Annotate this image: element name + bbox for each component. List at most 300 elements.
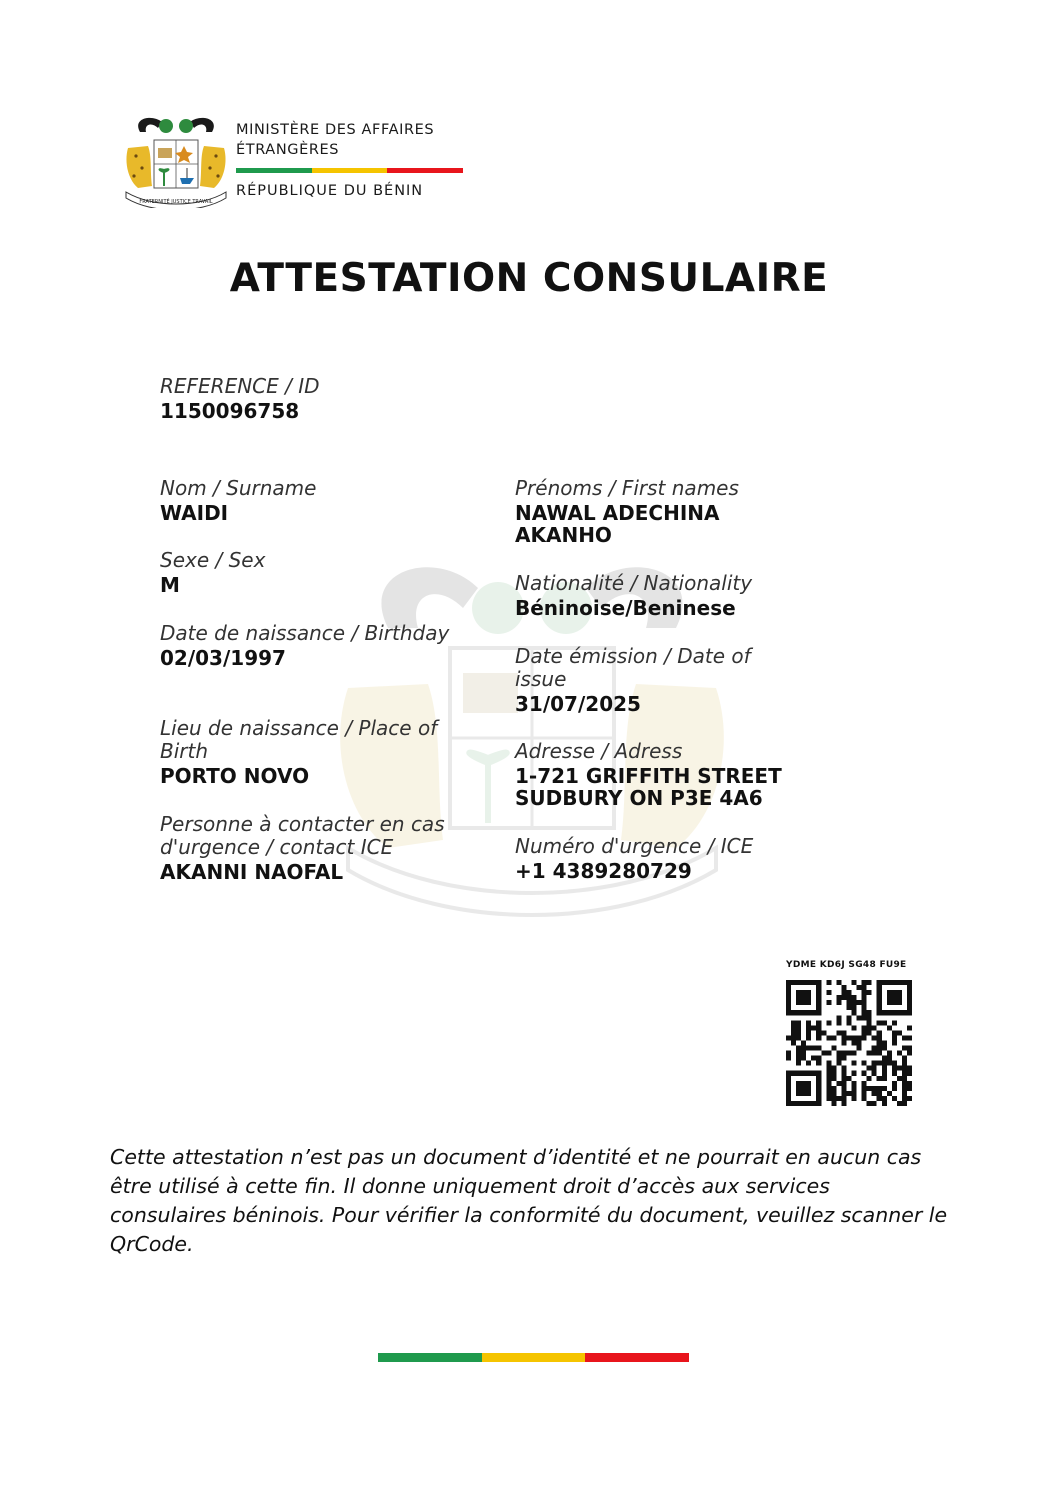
qr-module	[887, 995, 892, 1000]
qr-module	[796, 980, 801, 985]
qr-module	[907, 1005, 912, 1010]
qr-module	[892, 1035, 897, 1040]
qr-module	[867, 1101, 872, 1106]
qr-module	[796, 1000, 801, 1005]
qr-module	[791, 1101, 796, 1106]
qr-module	[907, 1096, 912, 1101]
qr-module	[786, 1000, 791, 1005]
qr-module	[796, 1061, 801, 1066]
address-field	[515, 740, 805, 809]
qr-module	[872, 1091, 877, 1096]
qr-module	[816, 1086, 821, 1091]
qr-module	[877, 995, 882, 1000]
qr-module	[907, 1071, 912, 1076]
qr-module	[841, 1086, 846, 1091]
qr-module	[811, 1101, 816, 1106]
reference-value: 1150096758	[160, 399, 300, 423]
qr-module	[872, 1066, 877, 1071]
qr-module	[862, 980, 867, 985]
qr-module	[806, 980, 811, 985]
qr-module	[882, 1020, 887, 1025]
qr-module	[786, 1056, 791, 1061]
qr-module	[826, 1020, 831, 1025]
qr-module	[816, 1035, 821, 1040]
qr-module	[897, 995, 902, 1000]
qr-module	[836, 1061, 841, 1066]
qr-module	[801, 1046, 806, 1051]
qr-module	[852, 1091, 857, 1096]
qr-module	[867, 1051, 872, 1056]
qr-module	[846, 1005, 851, 1010]
issue-date-field	[515, 645, 800, 715]
ministry-line-2: ÉTRANGÈRES	[236, 142, 340, 158]
qr-module	[852, 980, 857, 985]
qr-module	[806, 1030, 811, 1035]
qr-module	[816, 1076, 821, 1081]
qr-module	[831, 1091, 836, 1096]
birthplace-value: PORTO NOVO	[160, 764, 310, 788]
qr-module	[897, 980, 902, 985]
qr-module	[877, 1076, 882, 1081]
qr-module	[816, 1081, 821, 1086]
qr-module	[796, 1030, 801, 1035]
birthday-value: 02/03/1997	[160, 646, 286, 670]
qr-module	[841, 1076, 846, 1081]
qr-module	[836, 1051, 841, 1056]
qr-module	[857, 1040, 862, 1045]
qr-module	[862, 1086, 867, 1091]
qr-module	[867, 1015, 872, 1020]
qr-module	[897, 1076, 902, 1081]
qr-module	[791, 980, 796, 985]
qr-module	[897, 1101, 902, 1106]
qr-module	[841, 990, 846, 995]
qr-module	[791, 1030, 796, 1035]
qr-module	[852, 1061, 857, 1066]
reference-label: REFERENCE / ID	[160, 374, 320, 398]
qr-module	[796, 995, 801, 1000]
qr-module	[791, 1010, 796, 1015]
qr-module	[821, 1051, 826, 1056]
benin-coat-of-arms-icon	[122, 112, 230, 208]
qr-module	[897, 1066, 902, 1071]
qr-module	[892, 1000, 897, 1005]
qr-module	[872, 1101, 877, 1106]
qr-module	[862, 1030, 867, 1035]
qr-module	[877, 1096, 882, 1101]
qr-module	[786, 980, 791, 985]
qr-module	[892, 1066, 897, 1071]
qr-module	[806, 1101, 811, 1106]
qr-module	[786, 1071, 791, 1076]
qr-module	[796, 1101, 801, 1106]
qr-module	[801, 1000, 806, 1005]
qr-module	[786, 995, 791, 1000]
qr-module	[841, 1040, 846, 1045]
qr-module	[882, 1046, 887, 1051]
qr-module	[902, 1035, 907, 1040]
qr-module	[897, 1030, 902, 1035]
qr-module	[836, 1015, 841, 1020]
qr-module	[816, 1046, 821, 1051]
qr-code-icon[interactable]	[786, 980, 912, 1106]
qr-module	[862, 1081, 867, 1086]
qr-module	[786, 1035, 791, 1040]
qr-module	[862, 1071, 867, 1076]
qr-module	[836, 995, 841, 1000]
qr-module	[786, 1010, 791, 1015]
qr-module	[846, 995, 851, 1000]
qr-code-id: YDME KD6J SG48 FU9E	[786, 960, 907, 970]
birthplace-field	[160, 717, 480, 787]
qr-module	[877, 980, 882, 985]
qr-module	[852, 1040, 857, 1045]
qr-module	[907, 995, 912, 1000]
qr-module	[811, 1071, 816, 1076]
qr-module	[811, 1046, 816, 1051]
qr-module	[806, 1035, 811, 1040]
qr-module	[852, 1000, 857, 1005]
qr-module	[907, 985, 912, 990]
qr-module	[816, 1000, 821, 1005]
qr-module	[907, 990, 912, 995]
qr-module	[877, 1091, 882, 1096]
qr-module	[872, 1071, 877, 1076]
qr-module	[806, 1091, 811, 1096]
qr-module	[846, 1000, 851, 1005]
qr-module	[841, 1030, 846, 1035]
surname-field	[160, 477, 480, 524]
qr-module	[816, 985, 821, 990]
qr-module	[816, 1091, 821, 1096]
qr-module	[892, 1010, 897, 1015]
surname-value: WAIDI	[160, 501, 229, 525]
qr-module	[892, 980, 897, 985]
page-title: ATTESTATION CONSULAIRE	[229, 256, 829, 301]
qr-module	[826, 1096, 831, 1101]
qr-module	[907, 1081, 912, 1086]
qr-module	[862, 990, 867, 995]
nationality-label: Nationalité / Nationality	[515, 571, 753, 595]
qr-module	[892, 1096, 897, 1101]
emblem-motto: FRATERNITÉ JUSTICE TRAVAIL	[139, 199, 213, 205]
qr-module	[887, 1061, 892, 1066]
qr-module	[902, 1071, 907, 1076]
qr-module	[846, 990, 851, 995]
emergency-number-field	[515, 835, 805, 882]
qr-module	[826, 1051, 831, 1056]
qr-module	[867, 980, 872, 985]
address-value: 1-721 GRIFFITH STREET SUDBURY ON P3E 4A6	[515, 764, 782, 810]
qr-module	[806, 1071, 811, 1076]
qr-module	[831, 1086, 836, 1091]
qr-module	[867, 1025, 872, 1030]
nationality-value: Béninoise/Beninese	[515, 596, 736, 620]
qr-module	[826, 1035, 831, 1040]
qr-module	[877, 985, 882, 990]
qr-module	[811, 1025, 816, 1030]
qr-module	[806, 1025, 811, 1030]
qr-module	[862, 1010, 867, 1015]
qr-module	[907, 1000, 912, 1005]
qr-module	[887, 1025, 892, 1030]
qr-module	[867, 1086, 872, 1091]
disclaimer-text: Cette attestation n’est pas un document d’identité et ne pourrait en aucun cas être utilisé à cette fin. Il donne uniquement droit d’accès aux services consulaires béninois. Pour vérifier la conformité du document, veuillez scanner le QrCode.	[110, 1145, 948, 1256]
qr-module	[862, 1000, 867, 1005]
qr-module	[877, 1051, 882, 1056]
qr-module	[882, 1010, 887, 1015]
qr-module	[852, 1096, 857, 1101]
qr-module	[841, 1056, 846, 1061]
qr-module	[846, 1035, 851, 1040]
reference-field	[160, 375, 480, 422]
qr-module	[811, 1056, 816, 1061]
qr-module	[796, 990, 801, 995]
qr-module	[796, 1025, 801, 1030]
qr-module	[877, 1046, 882, 1051]
qr-module	[882, 1076, 887, 1081]
qr-module	[902, 1056, 907, 1061]
qr-module	[907, 1010, 912, 1015]
qr-module	[796, 1071, 801, 1076]
qr-module	[902, 1066, 907, 1071]
qr-module	[826, 1071, 831, 1076]
qr-module	[907, 1025, 912, 1030]
qr-module	[806, 1020, 811, 1025]
qr-module	[852, 995, 857, 1000]
qr-module	[796, 1081, 801, 1086]
qr-module	[816, 1056, 821, 1061]
qr-module	[877, 1010, 882, 1015]
qr-module	[836, 980, 841, 985]
qr-module	[892, 995, 897, 1000]
qr-module	[897, 1051, 902, 1056]
qr-module	[816, 1030, 821, 1035]
qr-module	[801, 1086, 806, 1091]
qr-module	[877, 1040, 882, 1045]
surname-label: Nom / Surname	[160, 476, 317, 500]
issue-date-label: Date émission / Date of issue	[515, 644, 751, 691]
qr-module	[831, 1096, 836, 1101]
qr-module	[836, 1056, 841, 1061]
qr-module	[907, 1046, 912, 1051]
qr-module	[897, 990, 902, 995]
qr-module	[882, 1056, 887, 1061]
qr-module	[806, 1086, 811, 1091]
qr-module	[846, 1020, 851, 1025]
qr-module	[862, 1091, 867, 1096]
qr-module	[887, 990, 892, 995]
qr-module	[892, 1020, 897, 1025]
qr-module	[902, 1086, 907, 1091]
qr-module	[786, 985, 791, 990]
qr-module	[786, 1005, 791, 1010]
qr-module	[841, 1081, 846, 1086]
qr-module	[806, 990, 811, 995]
qr-module	[897, 1010, 902, 1015]
qr-module	[801, 1071, 806, 1076]
qr-module	[841, 1101, 846, 1106]
qr-module	[892, 1030, 897, 1035]
qr-module	[806, 995, 811, 1000]
qr-module	[897, 1000, 902, 1005]
qr-module	[852, 1081, 857, 1086]
qr-module	[841, 985, 846, 990]
ministry-line-1: MINISTÈRE DES AFFAIRES	[236, 122, 435, 138]
qr-module	[892, 1071, 897, 1076]
qr-module	[816, 995, 821, 1000]
emergency-number-value: +1 4389280729	[515, 859, 692, 883]
qr-module	[801, 980, 806, 985]
qr-module	[841, 1096, 846, 1101]
qr-module	[852, 1010, 857, 1015]
qr-module	[826, 1076, 831, 1081]
qr-module	[786, 1096, 791, 1101]
qr-module	[877, 1005, 882, 1010]
qr-module	[892, 1081, 897, 1086]
qr-module	[801, 1081, 806, 1086]
qr-module	[816, 1020, 821, 1025]
qr-module	[816, 990, 821, 995]
qr-module	[796, 1035, 801, 1040]
qr-module	[862, 1025, 867, 1030]
qr-module	[907, 1035, 912, 1040]
qr-module	[846, 1076, 851, 1081]
qr-module	[882, 1066, 887, 1071]
qr-module	[872, 1061, 877, 1066]
qr-module	[801, 1091, 806, 1096]
qr-module	[806, 1081, 811, 1086]
qr-module	[902, 1061, 907, 1066]
qr-module	[791, 1020, 796, 1025]
qr-module	[907, 1086, 912, 1091]
qr-module	[867, 990, 872, 995]
qr-module	[882, 1061, 887, 1066]
qr-module	[791, 1035, 796, 1040]
qr-module	[796, 1051, 801, 1056]
qr-module	[862, 1005, 867, 1010]
qr-module	[811, 980, 816, 985]
qr-module	[816, 980, 821, 985]
qr-module	[821, 1030, 826, 1035]
ministry-name	[236, 120, 434, 160]
first-names-value: NAWAL ADECHINA AKANHO	[515, 501, 720, 547]
qr-module	[846, 1091, 851, 1096]
qr-module	[836, 1020, 841, 1025]
qr-module	[846, 1051, 851, 1056]
qr-module	[826, 980, 831, 985]
qr-module	[862, 985, 867, 990]
qr-module	[846, 1015, 851, 1020]
qr-module	[831, 1046, 836, 1051]
qr-module	[872, 1051, 877, 1056]
qr-module	[841, 1051, 846, 1056]
qr-module	[796, 1010, 801, 1015]
qr-module	[882, 1040, 887, 1045]
sex-label: Sexe / Sex	[160, 548, 266, 572]
qr-module	[882, 1086, 887, 1091]
qr-module	[836, 1081, 841, 1086]
qr-module	[892, 1086, 897, 1091]
qr-module	[872, 1025, 877, 1030]
qr-module	[816, 1010, 821, 1015]
qr-module	[852, 1025, 857, 1030]
qr-module	[877, 1061, 882, 1066]
birthday-label: Date de naissance / Birthday	[160, 621, 450, 645]
qr-module	[831, 1066, 836, 1071]
qr-module	[877, 1020, 882, 1025]
qr-module	[877, 1000, 882, 1005]
qr-module	[902, 980, 907, 985]
header-flag-stripe	[236, 168, 463, 173]
qr-module	[836, 1096, 841, 1101]
qr-module	[862, 995, 867, 1000]
qr-module	[816, 1005, 821, 1010]
qr-module	[831, 1076, 836, 1081]
qr-module	[852, 1035, 857, 1040]
qr-module	[841, 1071, 846, 1076]
qr-module	[882, 1096, 887, 1101]
qr-module	[796, 1086, 801, 1091]
emergency-contact-field	[160, 813, 490, 883]
emergency-number-label: Numéro d'urgence / ICE	[515, 834, 754, 858]
qr-module	[786, 1081, 791, 1086]
first-names-label: Prénoms / First names	[515, 476, 739, 500]
first-names-field	[515, 477, 795, 546]
qr-module	[902, 1076, 907, 1081]
qr-module	[836, 1030, 841, 1035]
qr-module	[882, 980, 887, 985]
qr-module	[892, 990, 897, 995]
qr-module	[826, 1086, 831, 1091]
qr-module	[857, 1035, 862, 1040]
qr-module	[887, 1051, 892, 1056]
qr-module	[902, 1046, 907, 1051]
qr-module	[852, 1051, 857, 1056]
qr-module	[862, 1061, 867, 1066]
qr-module	[811, 1010, 816, 1015]
qr-module	[816, 1025, 821, 1030]
address-label: Adresse / Adress	[515, 739, 683, 763]
qr-module	[801, 1101, 806, 1106]
qr-module	[887, 1000, 892, 1005]
qr-module	[801, 995, 806, 1000]
qr-module	[831, 1035, 836, 1040]
qr-module	[862, 1096, 867, 1101]
qr-module	[867, 1030, 872, 1035]
qr-module	[872, 1035, 877, 1040]
qr-module	[907, 980, 912, 985]
qr-module	[872, 1086, 877, 1091]
qr-module	[857, 1015, 862, 1020]
qr-module	[902, 1096, 907, 1101]
qr-module	[831, 1071, 836, 1076]
qr-module	[841, 1066, 846, 1071]
qr-module	[786, 990, 791, 995]
nationality-field	[515, 572, 805, 619]
qr-module	[857, 1046, 862, 1051]
qr-module	[801, 1040, 806, 1045]
sex-value: M	[160, 573, 180, 597]
qr-module	[852, 1071, 857, 1076]
ministry-header	[122, 112, 482, 212]
qr-module	[796, 1091, 801, 1096]
qr-module	[826, 1061, 831, 1066]
qr-module	[816, 1071, 821, 1076]
qr-module	[902, 1101, 907, 1106]
birthplace-label: Lieu de naissance / Place of Birth	[160, 716, 438, 763]
qr-module	[786, 1051, 791, 1056]
